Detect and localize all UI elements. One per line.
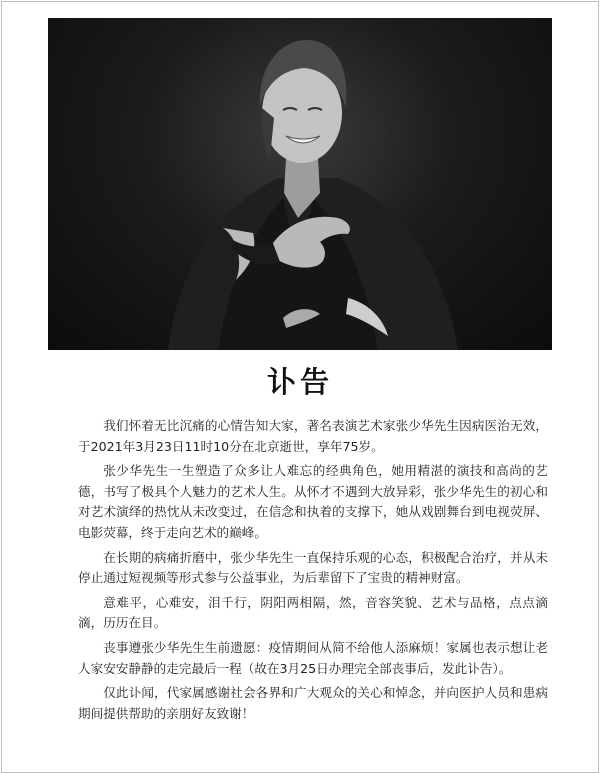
notice-paragraph: 张少华先生一生塑造了众多让人难忘的经典角色，她用精湛的演技和高尚的艺德，书写了极具个人魅力的艺术人生。从怀才不遇到大放异彩，张少华先生的初心和对艺术演绎的热忱从未改变过，在信念和执着的支撑下，她从戏剧舞台到电视荧屏、电影荧幕，终于走向艺术的巅峰。 — [78, 463, 548, 540]
portrait-figure — [48, 18, 552, 350]
notice-body — [78, 416, 548, 728]
notice-paragraph: 我们怀着无比沉痛的心情告知大家，著名表演艺术家张少华先生因病医治无效，于2021年3月23日11时10分在北京逝世，享年75岁。 — [78, 418, 548, 454]
notice-title: 讣告 — [266, 365, 333, 399]
notice-paragraph: 在长期的病痛折磨中，张少华先生一直保持乐观的心态，积极配合治疗，并从未停止通过短视频等形式参与公益事业，为后辈留下了宝贵的精神财富。 — [78, 549, 548, 586]
notice-paragraph: 丧事遵张少华先生生前遗愿：疫情期间从简不给他人添麻烦！家属也表示想让老人家安安静静的走完最后一程（故在3月25日办理完全部丧事后，发此讣告）。 — [78, 639, 548, 676]
notice-paragraph: 意难平，心难安，泪千行，阴阳两相隔，然，音容笑貌、艺术与品格，点点滴滴，历历在目。 — [78, 594, 548, 631]
memorial-portrait — [48, 18, 552, 350]
notice-paragraph: 仅此讣闻，代家属感谢社会各界和广大观众的关心和悼念，并向医护人员和患病期间提供帮助的亲朋好友致谢！ — [78, 685, 548, 721]
